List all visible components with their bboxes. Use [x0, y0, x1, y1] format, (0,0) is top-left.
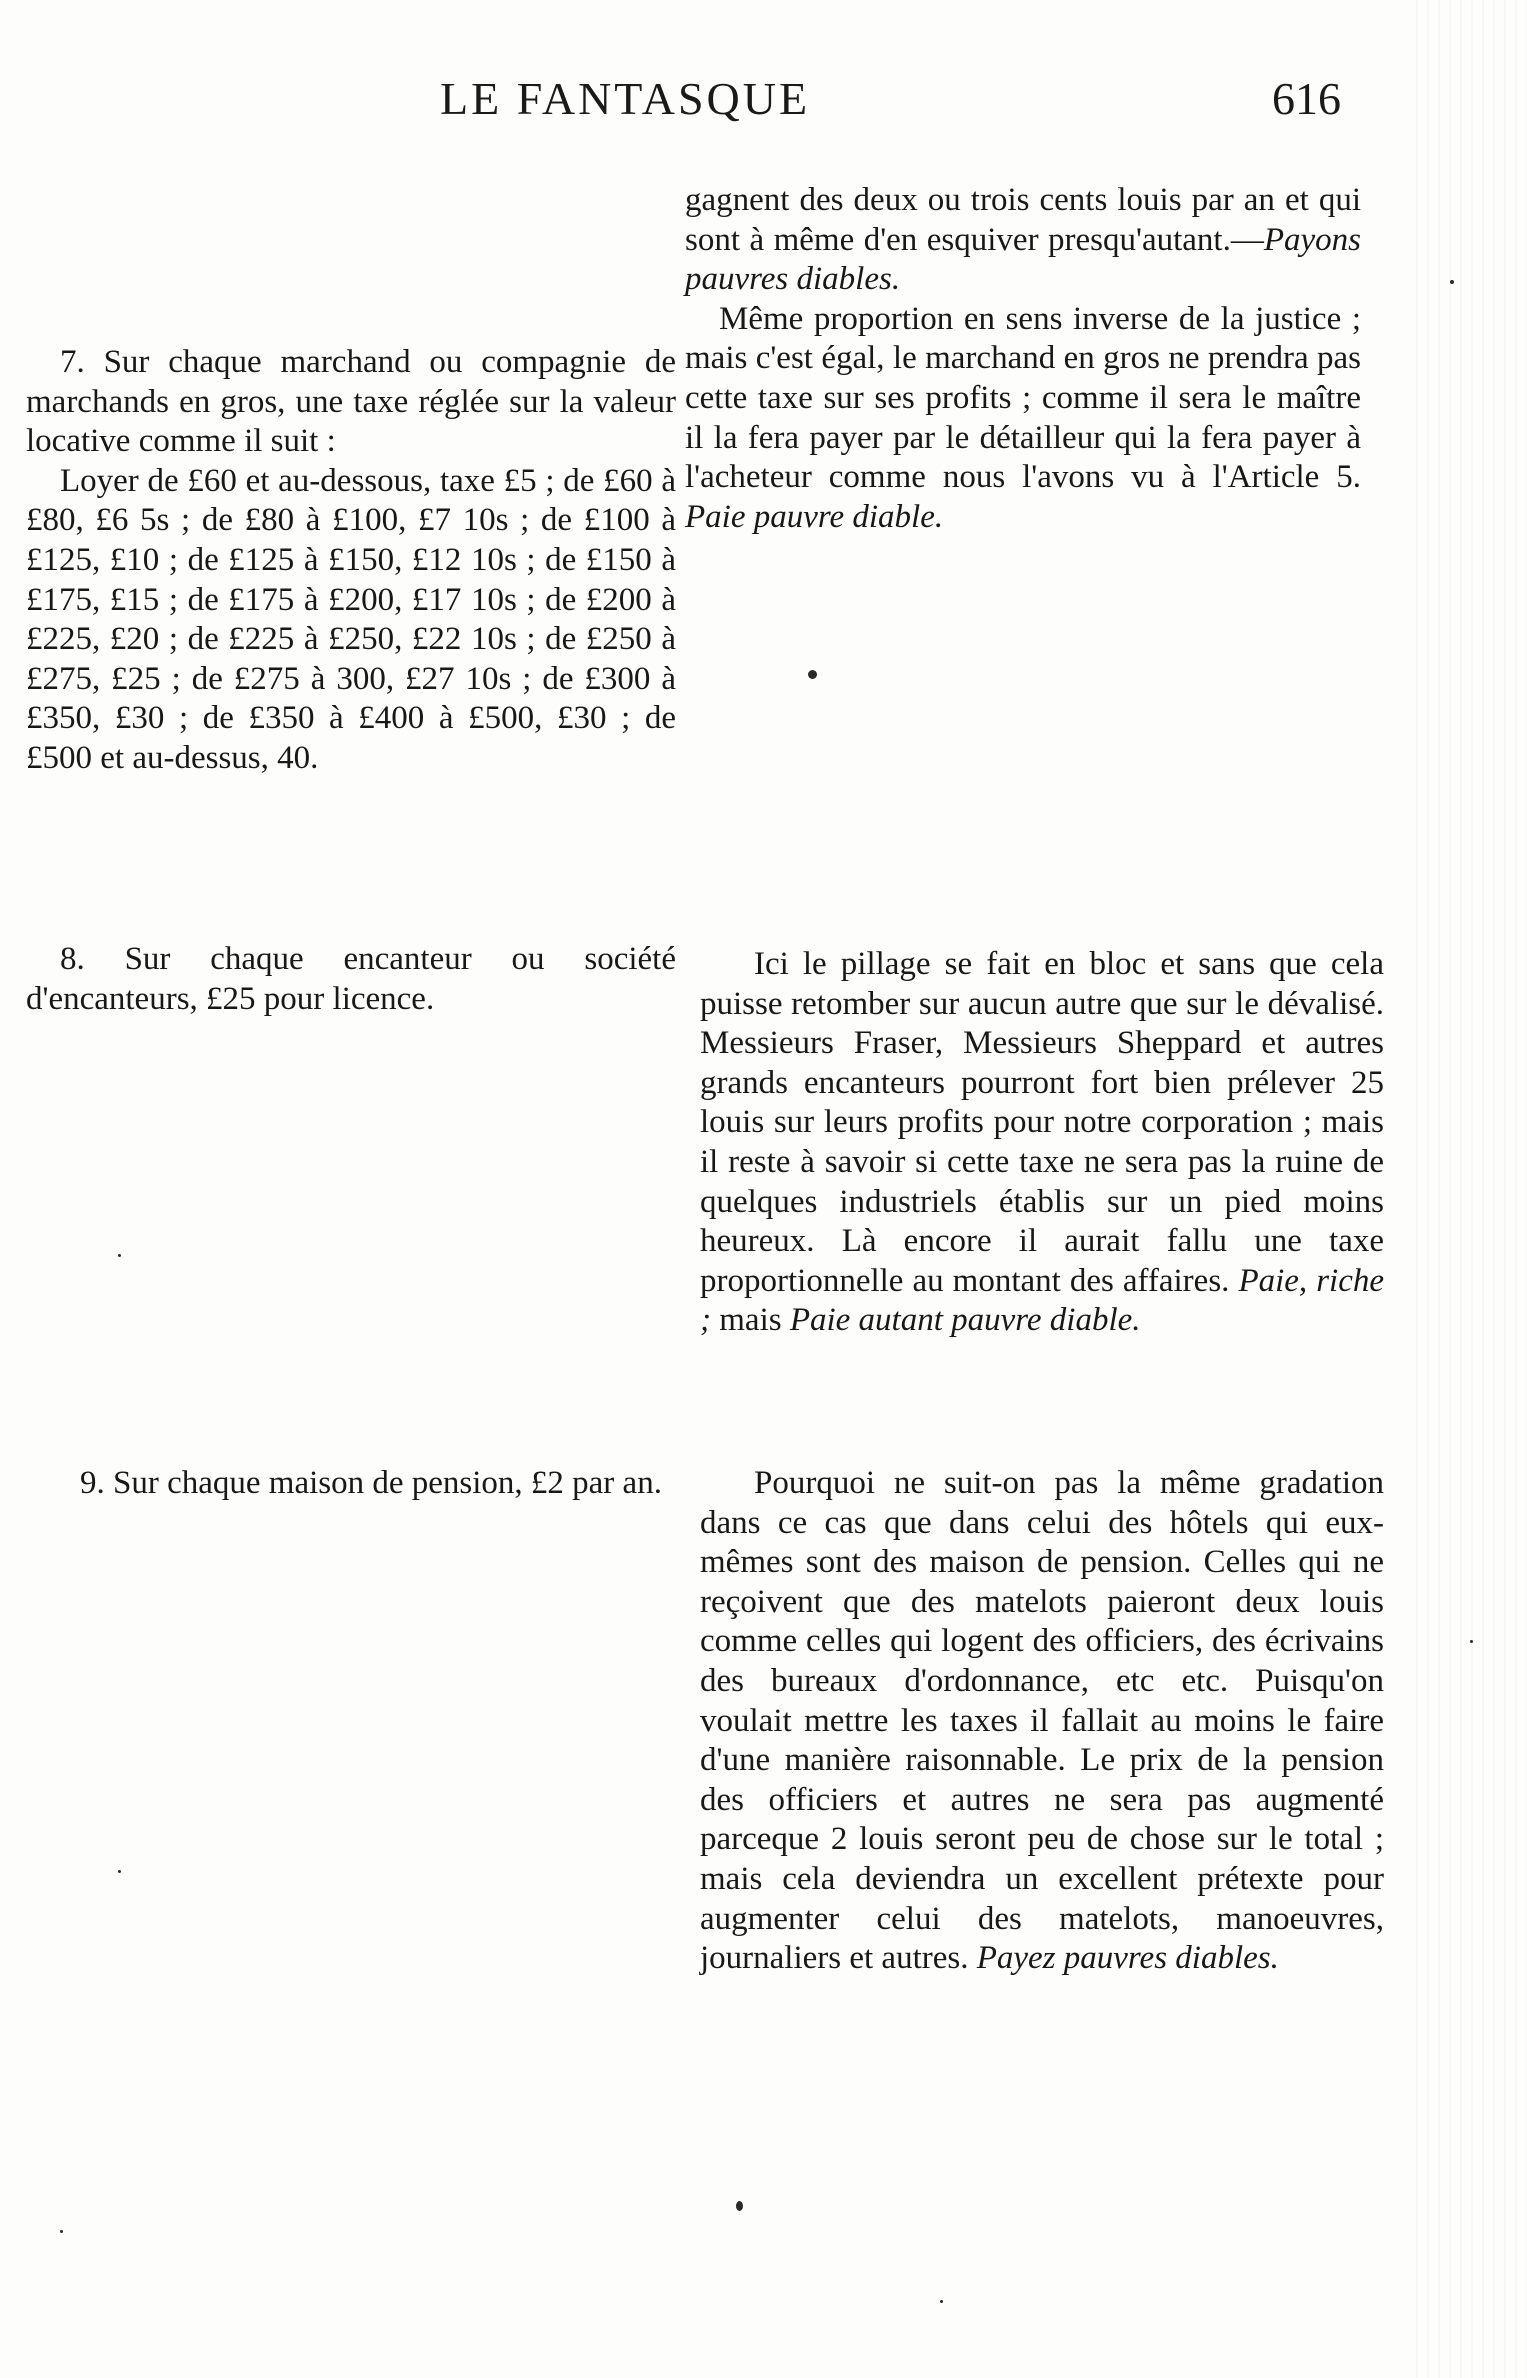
commentary-7b [685, 300, 1361, 538]
article-7-intro: 7. Sur chaque marchand ou compagnie de marchands en gros, une taxe réglée sur la valeur locative comme il suit : [26, 344, 676, 460]
ink-speck [118, 1254, 121, 1257]
commentary-7a-text: gagnent des deux ou trois cents louis par an et qui sont à même d'en esquiver presqu'autant.— [685, 182, 1361, 258]
ink-speck [118, 1870, 121, 1873]
commentary-7a-italic: Payons pauvres diables. [685, 221, 1361, 298]
ink-speck [1470, 1640, 1473, 1643]
commentary-article-9 [700, 1464, 1384, 1979]
commentary-9-italic: Payez pauvres diables. [976, 1940, 1279, 1977]
article-7-rates: Loyer de £60 et au-dessous, taxe £5 ; de £60 à £80, £6 5s ; de £80 à £100, £7 10s ; de £100 à £125, £10 ; de £125 à £150, £12 10s ; de £150 à £175, £15 ; de £175 à £200, £17 10s ; de £200 à £225, £20 ; de £225 à £250, £22 10s ; de £250 à £275, £25 ; de £275 à 300, £27 10s ; de £300 à £350, £30 ; de £350 à £400 à £500, £30 ; de £500 et au-dessus, 40. [26, 462, 676, 776]
commentary-article-8 [700, 945, 1384, 1341]
article-7 [26, 343, 676, 779]
page-header [0, 72, 1527, 132]
commentary-8-text: Ici le pillage se fait en bloc et sans que cela puisse retomber sur aucun autre que sur le dévalisé. Messieurs Fraser, Messieurs Sheppard et autres grands encanteurs pourront fort bien prélever 25 louis sur leurs profits pour notre corporation ; mais il reste à savoir si cette taxe ne sera pas la ruine de quelques industriels établis sur un pied moins heureux. Là encore il aurait fallu une taxe proportionnelle au montant des affaires. [700, 946, 1384, 1299]
commentary-8-mid: mais [719, 1302, 782, 1339]
article-9-text: 9. Sur chaque maison de pension, £2 par an. [80, 1465, 662, 1501]
ink-speck [1450, 280, 1454, 284]
commentary-article-7 [685, 181, 1361, 537]
commentary-8-italic-2: Paie autant pauvre diable. [789, 1302, 1141, 1339]
paper-grain [1407, 0, 1527, 2378]
commentary-8 [700, 945, 1384, 1341]
article-9 [26, 1464, 686, 1504]
commentary-9-text: Pourquoi ne suit-on pas la même gradation dans ce cas que dans celui des hôtels qui eux-mêmes sont des maison de pension. Celles qui ne reçoivent que des matelots paieront deux louis comme celles qui logent des officiers, des écrivains des bureaux d'ordonnance, etc etc. Puisqu'on voulait mettre les taxes il fallait au moins le faire d'une manière raisonnable. Le prix de la pension des officiers et autres ne sera pas augmenté parceque 2 louis seront peu de chose sur le total ; mais cela deviendra un excellent prétexte pour augmenter celui des matelots, manoeuvres, journaliers et autres. [700, 1465, 1384, 1977]
ink-speck [736, 2201, 743, 2211]
article-8-text: 8. Sur chaque encanteur ou société d'encanteurs, £25 pour licence. [26, 941, 676, 1017]
running-title: LE FANTASQUE [440, 73, 811, 124]
commentary-9 [700, 1464, 1384, 1979]
commentary-7b-text: Même proportion en sens inverse de la justice ; mais c'est égal, le marchand en gros ne prendra pas cette taxe sur ses profits ; comme il sera le maître il la fera payer par le détailleur qui la fera payer à l'acheteur comme nous l'avons vu à l'Article 5. [685, 300, 1361, 496]
commentary-7b-italic: Paie pauvre diable. [685, 498, 944, 535]
ink-speck [60, 2230, 63, 2233]
commentary-7a [685, 181, 1361, 300]
page-number: 616 [1272, 73, 1341, 124]
ink-speck [808, 670, 817, 679]
article-8 [26, 940, 676, 1019]
ink-speck [940, 2300, 943, 2303]
commentary-8-italic-1: Paie, riche ; [700, 1262, 1385, 1339]
